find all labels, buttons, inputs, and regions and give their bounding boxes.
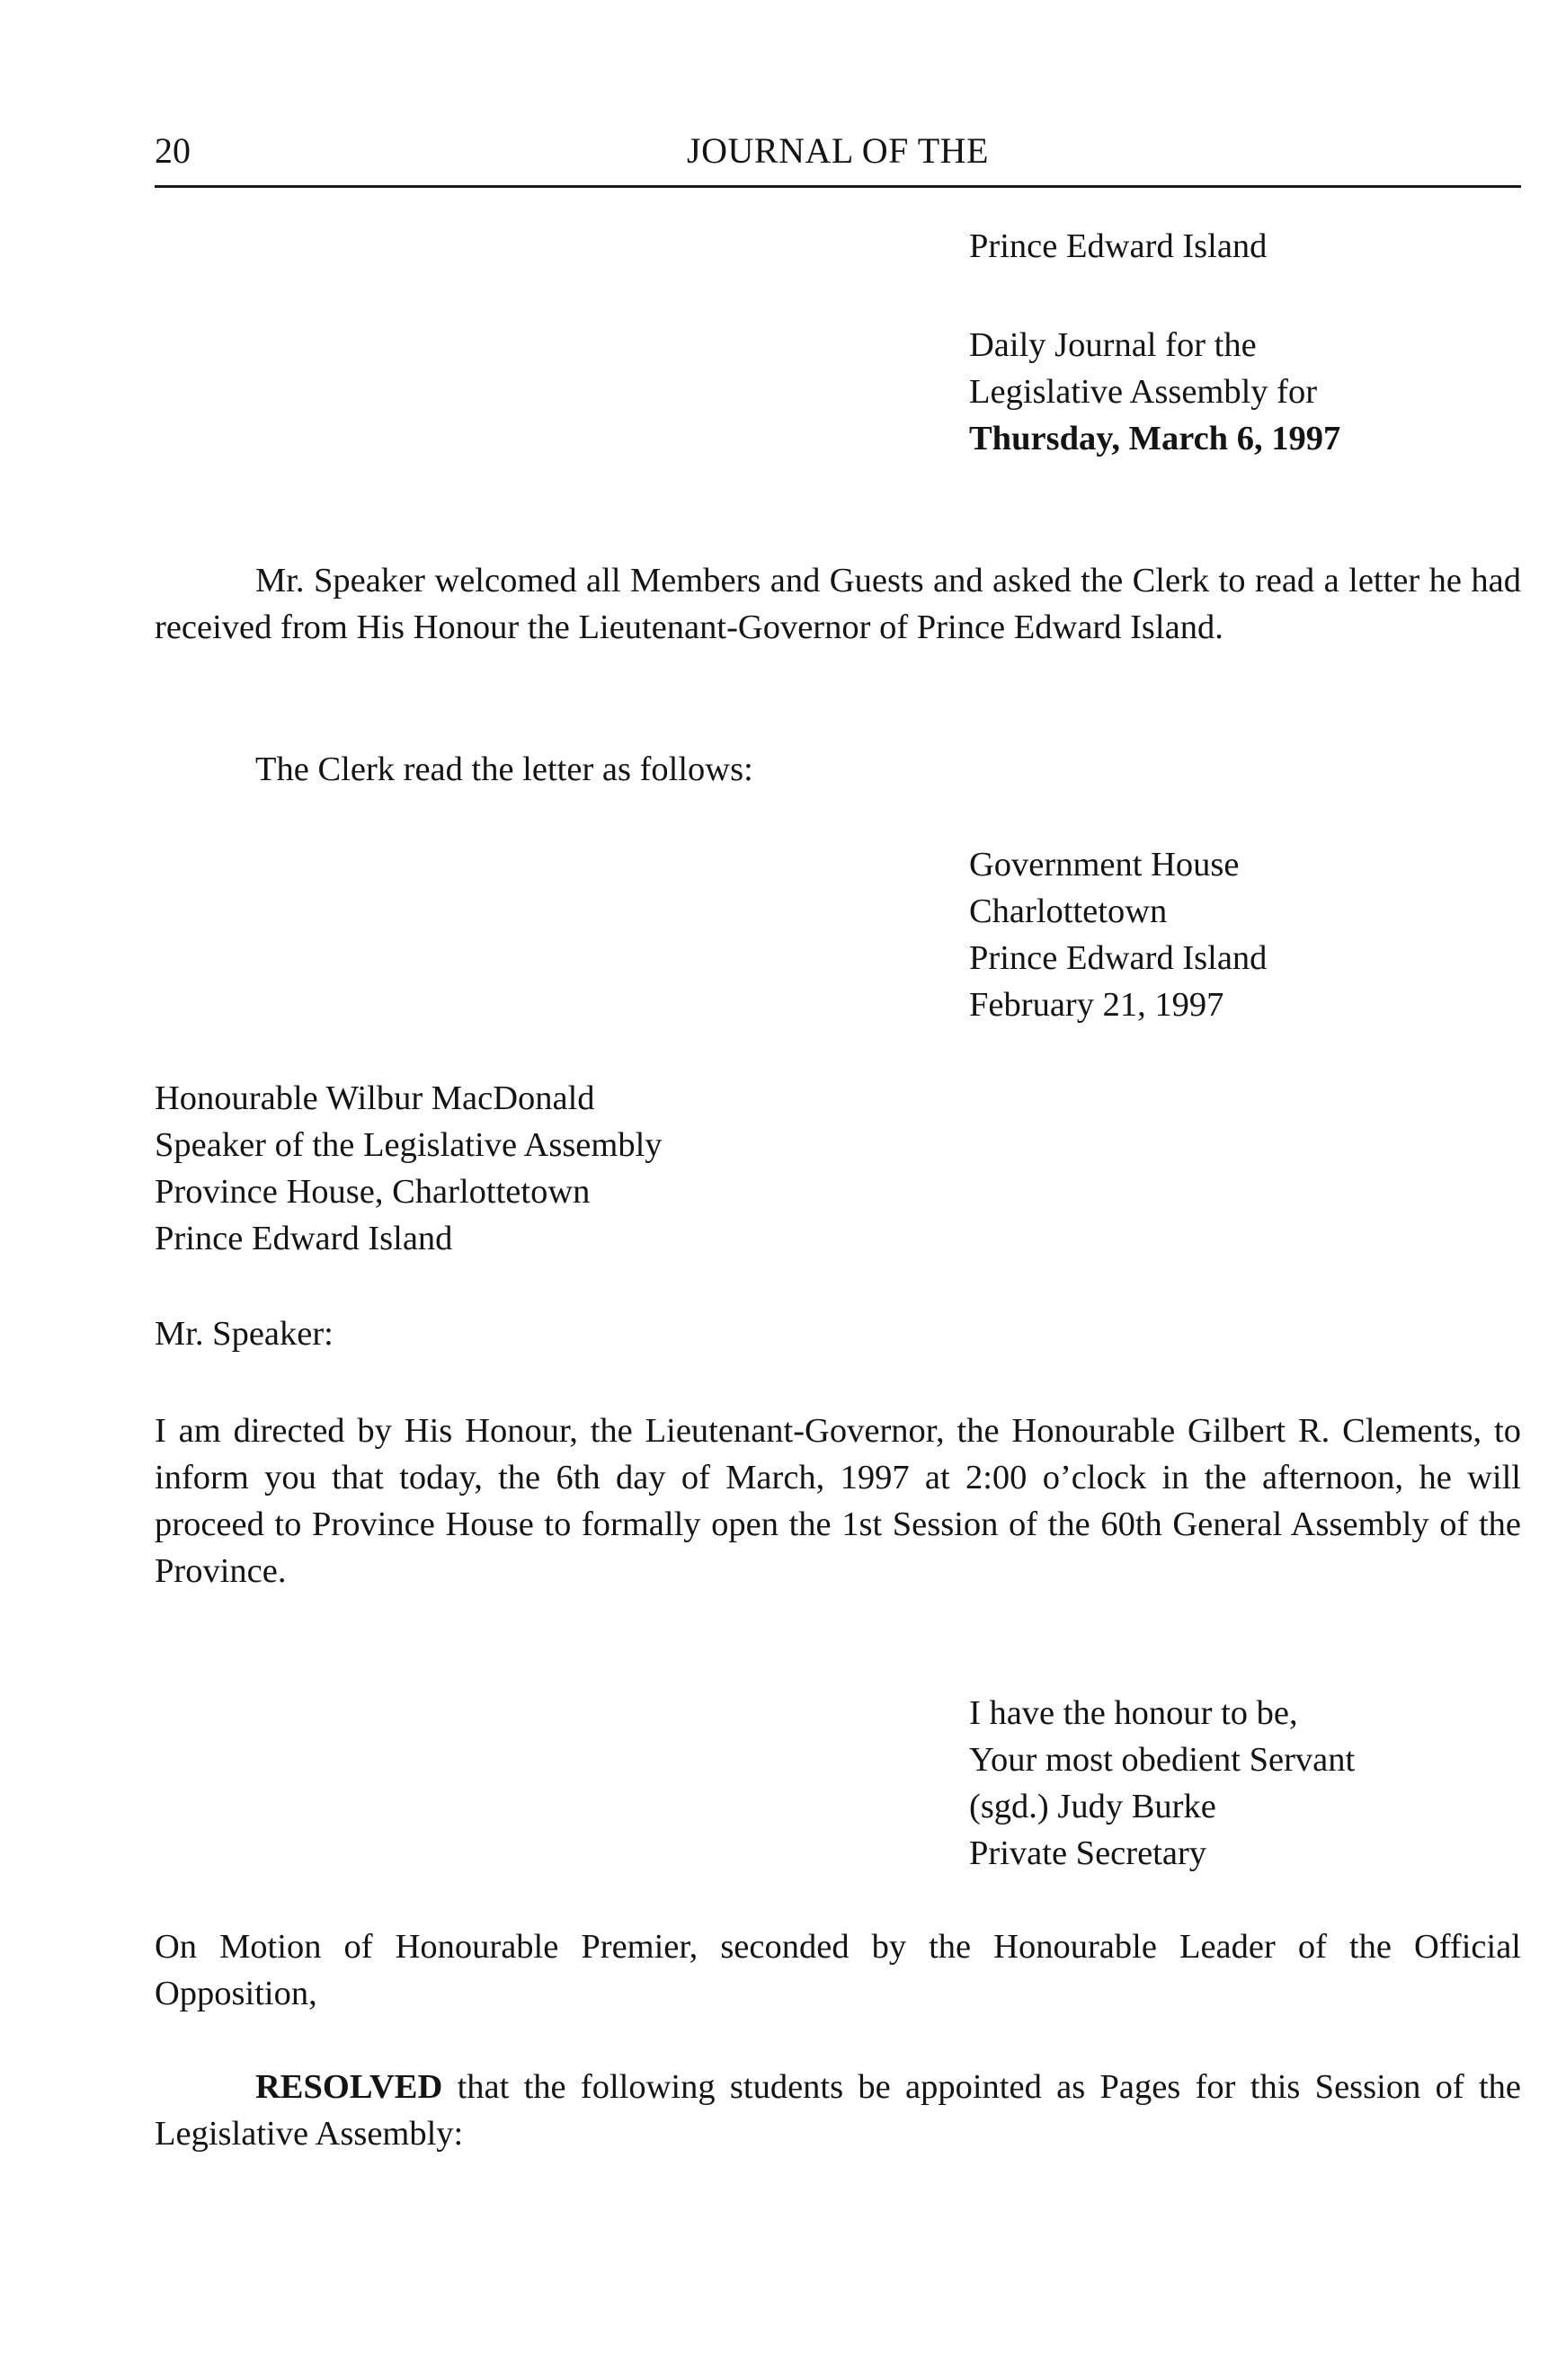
opening-paragraph: Mr. Speaker welcomed all Members and Guests and asked the Clerk to read a letter he had received from His Honour the Lieutenant-Governor of Prince Edward Island.: [155, 562, 1521, 646]
motion-paragraph: On Motion of Honourable Premier, seconded by the Honourable Leader of the Official Opposition,: [155, 1928, 1521, 2012]
heading-daily-journal: Daily Journal for the: [969, 326, 1257, 364]
sender-address-line: Government House: [969, 846, 1240, 884]
clerk-paragraph: The Clerk read the letter as follows:: [255, 750, 753, 788]
journal-heading: [969, 223, 1267, 270]
resolution-paragraph: [155, 2064, 1521, 2157]
resolution-text: that the following students be appointed as Pages for this Session of the Legislative Assembly:: [155, 2068, 1521, 2153]
letter-closing: [969, 1690, 1355, 1877]
recipient-address-line: Province House, Charlottetown: [155, 1173, 591, 1211]
page-header: [155, 126, 1521, 188]
signature-line: (sgd.) Judy Burke: [969, 1788, 1216, 1825]
closing-line: Your most obedient Servant: [969, 1741, 1356, 1779]
recipient-address-line: Speaker of the Legislative Assembly: [155, 1126, 663, 1164]
letter-date: February 21, 1997: [969, 986, 1224, 1024]
heading-province: Prince Edward Island: [969, 227, 1268, 265]
closing-line: I have the honour to be,: [969, 1694, 1298, 1732]
salutation-text: Mr. Speaker:: [155, 1315, 334, 1353]
sender-address-line: Charlottetown: [969, 892, 1168, 930]
sender-address-line: Prince Edward Island: [969, 939, 1268, 977]
running-head: JOURNAL OF THE: [687, 130, 989, 171]
recipient-address: [155, 1075, 663, 1262]
recipient-address-line: Prince Edward Island: [155, 1220, 453, 1257]
resolved-keyword: RESOLVED: [255, 2068, 443, 2106]
letter-body: I am directed by His Honour, the Lieutenant-Governor, the Honourable Gilbert R. Clements, to inform you that today, the 6th day of March, 1997 at 2:00 o’clock in the afternoon, he will proceed to Province House to formally open the 1st Session of the 60th General Assembly of the Province.: [155, 1412, 1521, 1590]
page-number: 20: [155, 130, 191, 171]
recipient-address-line: Honourable Wilbur MacDonald: [155, 1079, 595, 1117]
journal-heading-title: [969, 322, 1340, 462]
sender-address: [969, 841, 1267, 1028]
heading-assembly: Legislative Assembly for: [969, 373, 1318, 411]
salutation: [155, 1310, 334, 1357]
signatory-title: Private Secretary: [969, 1834, 1207, 1872]
heading-date: Thursday, March 6, 1997: [969, 420, 1341, 457]
